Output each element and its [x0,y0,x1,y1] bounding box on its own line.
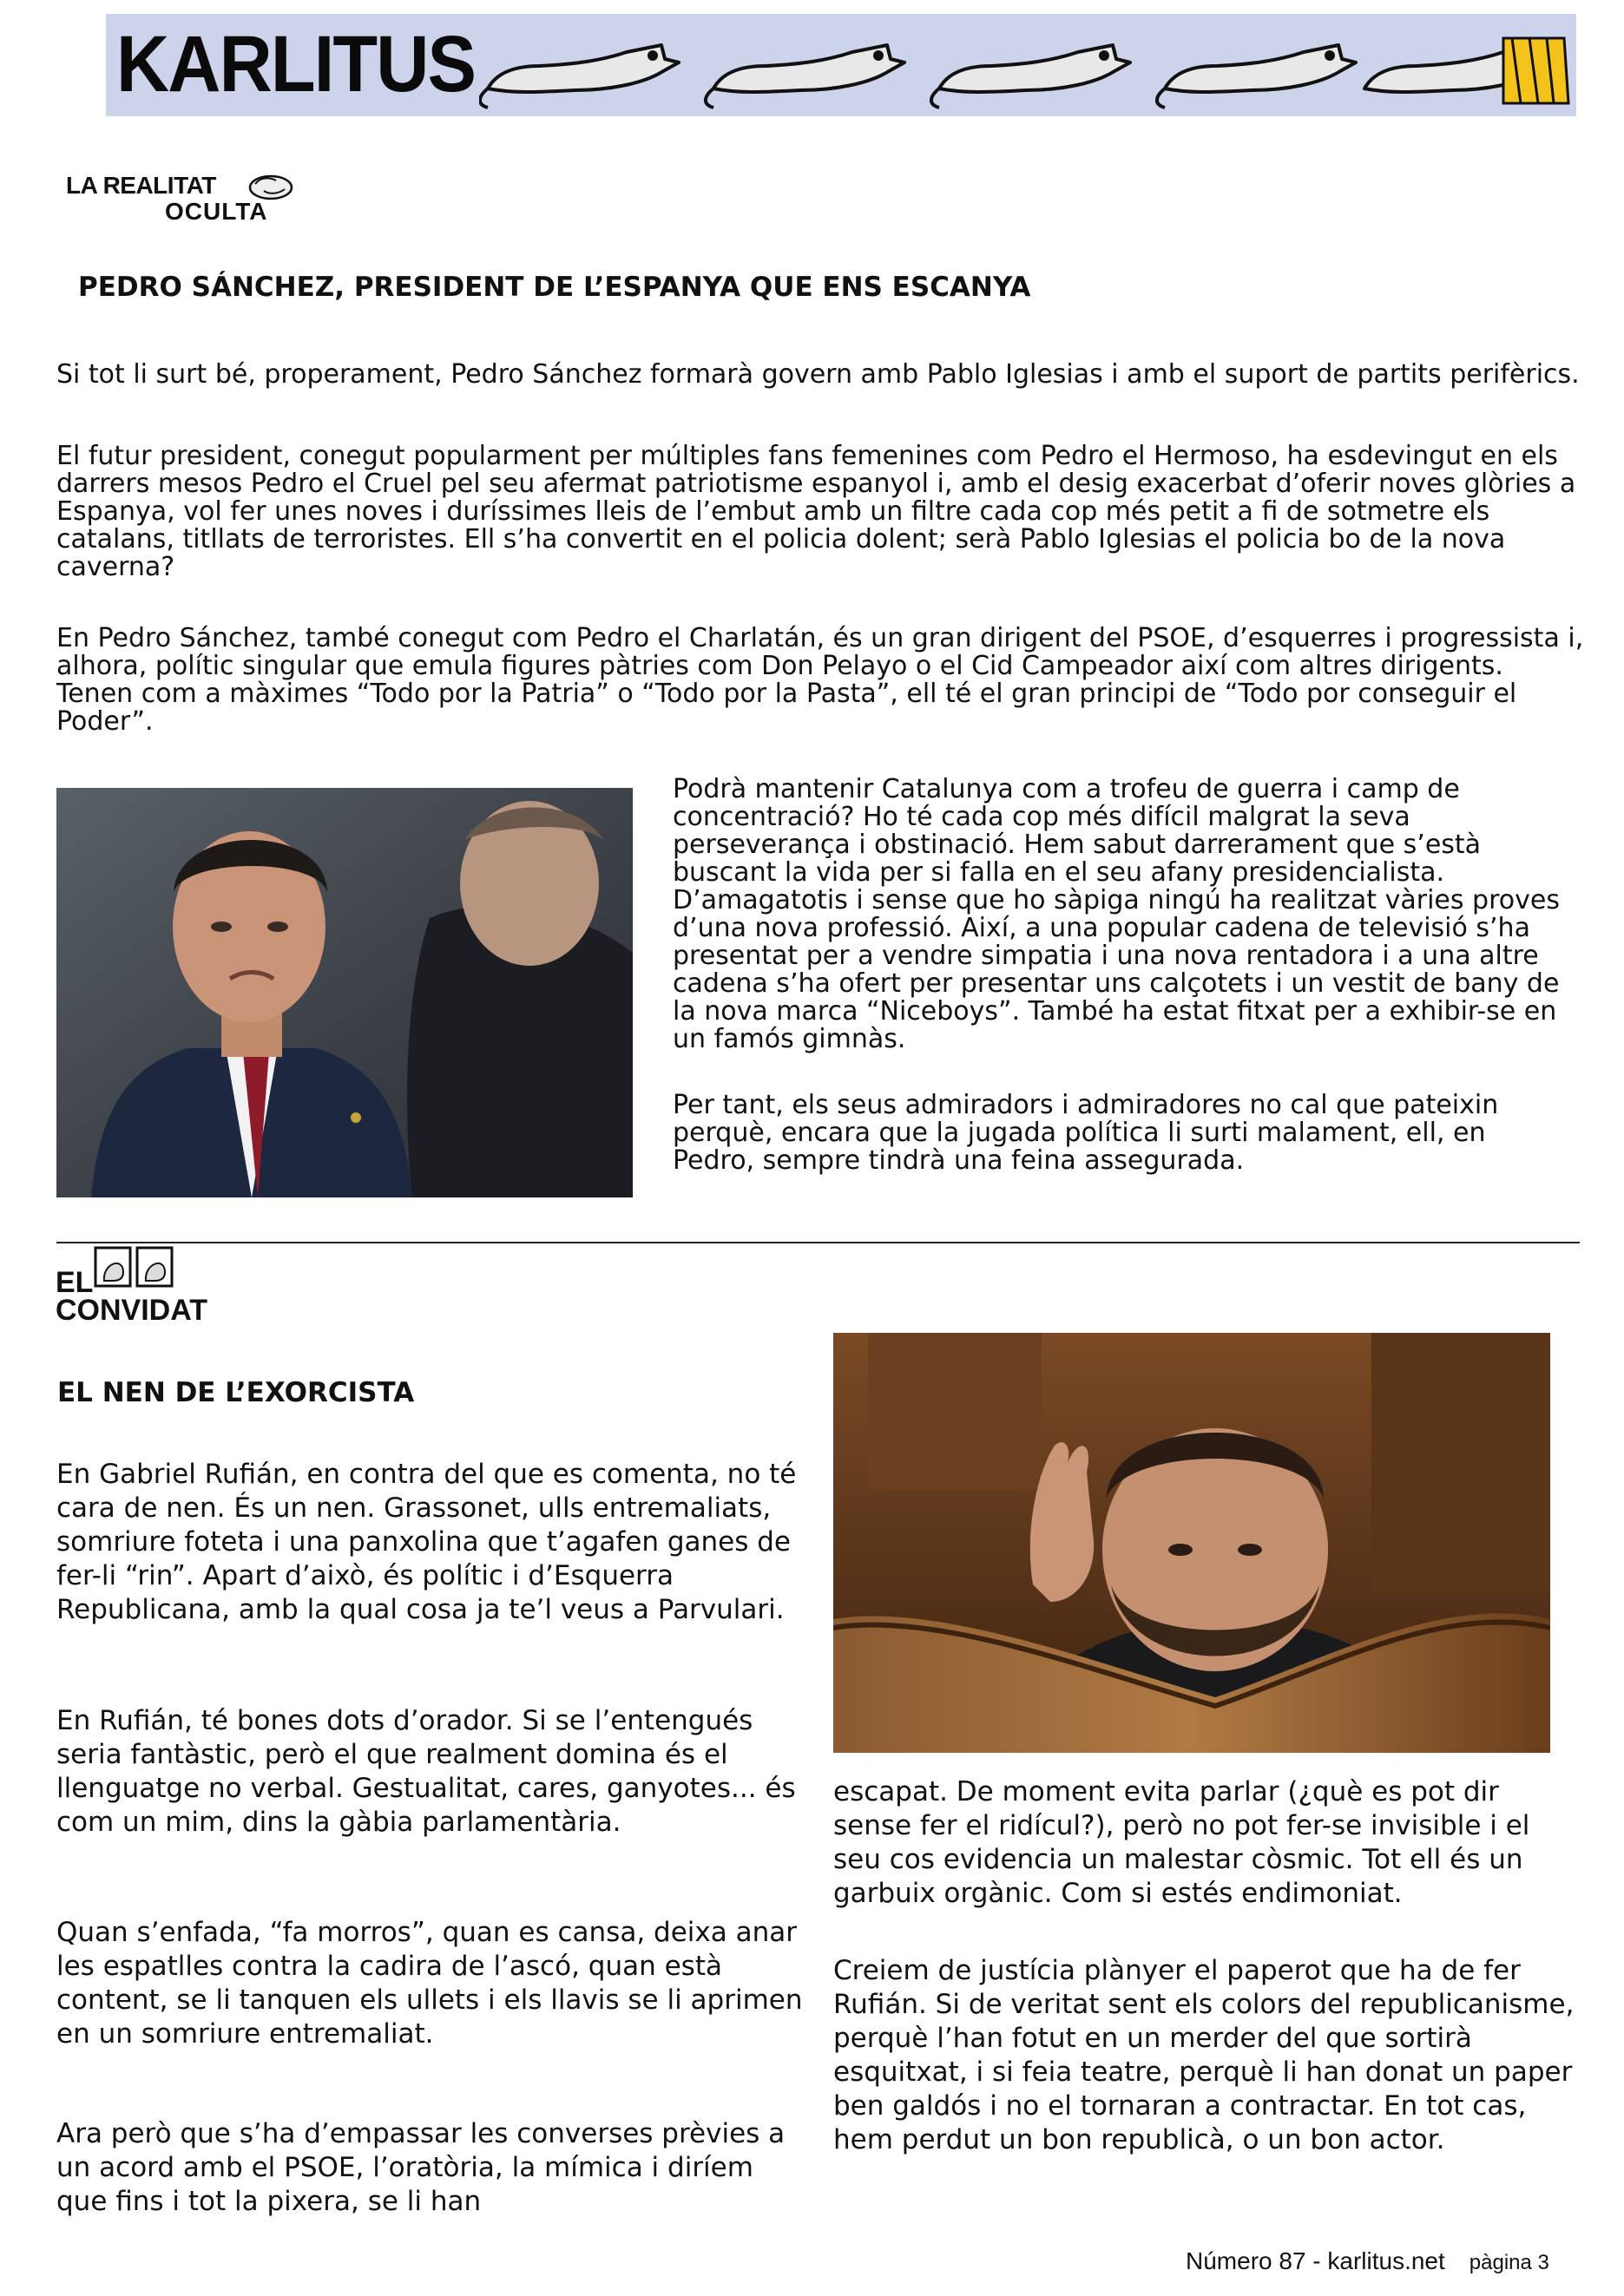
section-label-line1: EL [56,1266,94,1299]
section-label-line2: OCULTA [165,198,268,225]
article-paragraph: En Rufián, té bones dots d’orador. Si se l’entengués seria fantàstic, però el que realment domina és el llenguatge no verbal. Gestualitat, cares, ganyotes... és com un mim, dins la gàbia parlamentària. [56,1705,796,1838]
article-paragraph: Quan s’enfada, “fa morros”, quan es cansa, deixa anar les espatlles contra la cadira de l’ascó, quan està content, se li tanquen els ullets i els llavis se li aprimen en un somriure entremaliat. [56,1917,803,2050]
issue-number: Número 87 - karlitus.net [1186,2247,1445,2274]
article-paragraph: El futur president, conegut popularment per múltiples fans femenines com Pedro el Hermoso, ha esdevingut en els darrers mesos Pedro el Cruel pel seu afermat patriotisme espanyol i, amb el desig exacerbat d’oferir noves glòries a Espanya, vol fer unes noves i duríssimes lleis de l’embut amb un filtre cada cop més petit a fi de sotmetre els catalans, titllats de terroristes. Ell s’ha convertit en el policia dolent; serà Pablo Iglesias el policia bo de la nova caverna? [56,441,1576,582]
faces-portrait-icon [94,1246,174,1288]
masthead-title: KARLITUS [116,20,476,108]
article-paragraph: Per tant, els seus admiradors i admiradores no cal que pateixin perquè, encara que la jugada política li surti malament, ell, en Pedro, sempre tindrà una feina assegurada. [673,1090,1499,1176]
section-label-line1: LA REALITAT [66,172,216,199]
page-number: pàgina 3 [1469,2251,1549,2274]
article-paragraph: En Pedro Sánchez, també conegut com Pedro el Charlatán, és un gran dirigent del PSOE, d’esquerres i progressista i, alhora, polític singular que emula figures pàtries com Don Pelayo o el Cid Campeador així com altres dirigents. Tenen com a màximes “Todo por la Patria” o “Todo por la Pasta”, ell té el gran principi de “Todo por conseguir el Poder”. [56,623,1584,737]
section-label-convidat [56,1246,229,1333]
article-paragraph: Ara però que s’ha d’empassar les converses prèvies a un acord amb el PSOE, l’oratòria, la mímica i diríem que fins i tot la pixera, se li han [56,2118,786,2217]
section-label-realitat [66,172,292,233]
rats-strip-illustration [479,21,1573,111]
article-paragraph: Podrà mantenir Catalunya com a trofeu de guerra i camp de concentració? Ho té cada cop més difícil malgrat la seva perseverança i obstinació. Hem sabut darrerament que s’està buscant la vida per si falla en el seu afany presidencialista. D’amagatotis i sense que ho sàpiga ningú ha realitzat vàries proves d’una nova professió. Així, a una popular cadena de televisió s’ha presentat per a vendre simpatia i una nova rentadora i a una altre cadena s’ha ofert per presentar uns calçotets i un vestit de bany de la nova marca “Niceboys”. També ha estat fitxat per a exhibir-se en un famós gimnàs. [673,774,1560,1054]
photo-gabriel-rufian [833,1333,1550,1753]
headline-pedro-sanchez: PEDRO SÁNCHEZ, PRESIDENT DE L’ESPANYA QUE ENS ESCANYA [78,272,1031,303]
page-footer [1186,2247,1549,2277]
section-label-line2: CONVIDAT [56,1294,208,1327]
mouse-hand-icon [247,172,295,201]
photo-pedro-sanchez [56,788,633,1197]
article-paragraph: Si tot li surt bé, properament, Pedro Sánchez formarà govern amb Pablo Iglesias i amb el suport de partits perifèrics. [56,359,1580,390]
article-paragraph: En Gabriel Rufián, en contra del que es comenta, no té cara de nen. És un nen. Grassonet, ulls entremaliats, somriure foteta i una panxolina que t’agafen ganes de fer-li “rin”. Apart d’això, és polític i d’Esquerra Republicana, amb la qual cosa ja te’l veus a Parvulari. [56,1459,797,1625]
headline-nen-exorcista: EL NEN DE L’EXORCISTA [57,1377,415,1408]
article-paragraph: escapat. De moment evita parlar (¿què es pot dir sense fer el ridícul?), però no pot fer-se invisible i el seu cos evidencia un malestar còsmic. Tot ell és un garbuix orgànic. Com si estés endimoniat. [833,1776,1530,1909]
section-divider [56,1242,1580,1243]
article-paragraph: Creiem de justícia plànyer el paperot que ha de fer Rufián. Si de veritat sent els colors del republicanisme, perquè l’han fotut en un merder del que sortirà esquitxat, i si feia teatre, perquè li han donat un paper ben galdós i no el tornaran a contractar. En tot cas, hem perdut un bon republicà, o un bon actor. [833,1955,1575,2155]
masthead-banner [106,14,1576,116]
